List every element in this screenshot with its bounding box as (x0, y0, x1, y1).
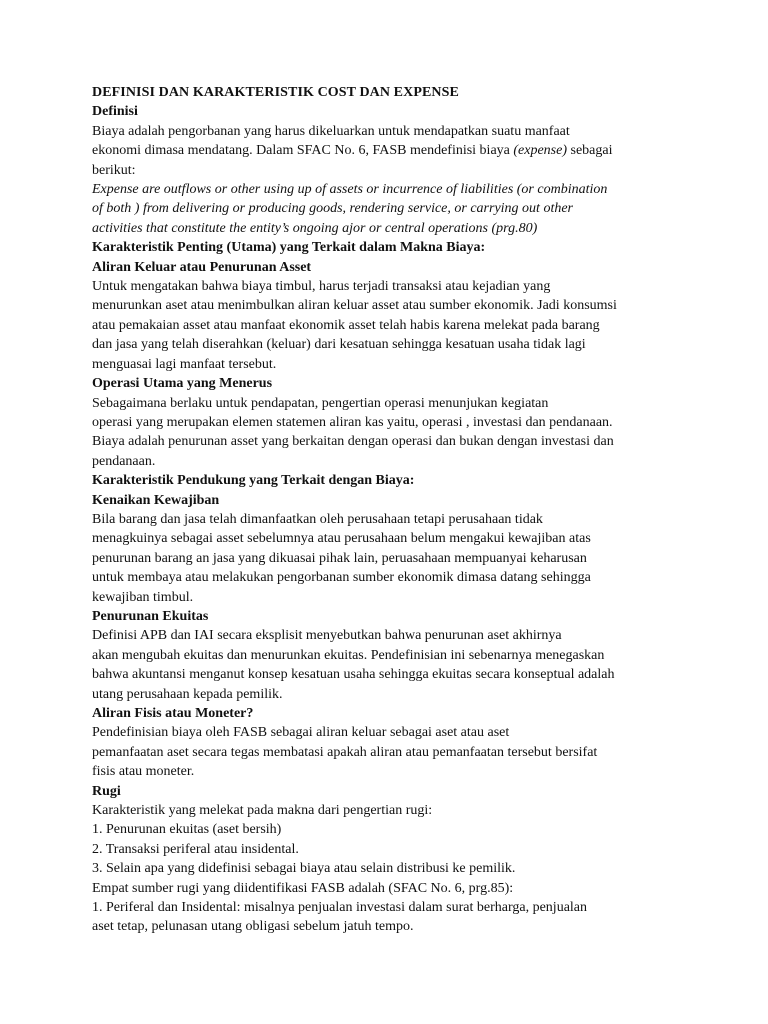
paragraph-line: penurunan barang an jasa yang dikuasai pihak lain, peruasahaan mempuanyai keharusan (92, 550, 587, 566)
subsection-heading-kenaikan-kewajiban: Kenaikan Kewajiban (92, 492, 220, 508)
paragraph-line: utang perusahaan kepada pemilik. (92, 686, 283, 702)
paragraph-line: pemanfaatan aset secara tegas membatasi apakah aliran atau pemanfaatan tersebut bersifat (92, 744, 598, 760)
paragraph-aliran-fisis (92, 723, 682, 781)
list-item: 2. Transaksi periferal atau insidental. (92, 841, 299, 857)
section-heading-definisi: Definisi (92, 104, 138, 120)
subsection-heading-aliran-keluar: Aliran Keluar atau Penurunan Asset (92, 259, 312, 275)
paragraph-kenaikan-kewajiban (92, 510, 682, 607)
text-run: ekonomi dimasa mendatang. Dalam SFAC No. 6, FASB mendefinisi biaya (92, 143, 514, 159)
text-run: sebagai (567, 143, 613, 159)
paragraph-line: pendanaan. (92, 453, 156, 469)
paragraph-aliran-keluar (92, 277, 682, 374)
paragraph-line: akan mengubah ekuitas dan menurunkan ekuitas. Pendefinisian ini sebenarnya menegaskan (92, 647, 605, 663)
quote-line: of both ) from delivering or producing goods, rendering service, or carrying out other (92, 201, 573, 217)
paragraph-line: aset tetap, pelunasan utang obligasi sebelum jatuh tempo. (92, 919, 414, 935)
subsection-heading-penurunan-ekuitas: Penurunan Ekuitas (92, 608, 209, 624)
paragraph-line: menagkuinya sebagai asset sebelumnya atau perusahaan belum mengakui kewajiban atas (92, 531, 591, 547)
paragraph-operasi-utama (92, 394, 682, 472)
list-item: 1. Penurunan ekuitas (aset bersih) (92, 822, 282, 838)
paragraph-line: menguasai lagi manfaat tersebut. (92, 356, 277, 372)
paragraph-penurunan-ekuitas (92, 626, 682, 704)
paragraph-line: menurunkan aset atau menimbulkan aliran keluar asset atau sumber ekonomik. Jadi konsumsi (92, 298, 617, 314)
paragraph-line: Bila barang dan jasa telah dimanfaatkan oleh perusahaan tetapi perusahaan tidak (92, 511, 543, 527)
paragraph-line: Pendefinisian biaya oleh FASB sebagai aliran keluar sebagai aset atau aset (92, 725, 510, 741)
paragraph-line: dan jasa yang telah diserahkan (keluar) dari kesatuan sehingga kesatuan usaha tidak lagi (92, 337, 586, 353)
subsection-heading-operasi-utama: Operasi Utama yang Menerus (92, 376, 273, 392)
paragraph-line: operasi yang merupakan elemen statemen aliran kas yaitu, operasi , investasi dan pendanaan. (92, 414, 613, 430)
paragraph-line: Definisi APB dan IAI secara eksplisit menyebutkan bahwa penurunan aset akhirnya (92, 628, 562, 644)
paragraph-line: Biaya adalah pengorbanan yang harus dikeluarkan untuk mendapatkan suatu manfaat (92, 123, 570, 139)
paragraph-line: kewajiban timbul. (92, 589, 194, 605)
list-item: 3. Selain apa yang didefinisi sebagai biaya atau selain distribusi ke pemilik. (92, 861, 516, 877)
quote-line: activities that constitute the entity’s ongoing ajor or central operations (prg.80) (92, 220, 538, 236)
paragraph-line: Untuk mengatakan bahwa biaya timbul, harus terjadi transaksi atau kejadian yang (92, 279, 551, 295)
paragraph-line: Sebagaimana berlaku untuk pendapatan, pengertian operasi menunjukan kegiatan (92, 395, 549, 411)
document-body (92, 83, 682, 937)
paragraph-line: atau pemakaian asset atau manfaat ekonomik asset telah habis karena melekat pada barang (92, 317, 600, 333)
list-item: 1. Periferal dan Insidental: misalnya penjualan investasi dalam surat berharga, penjualan (92, 900, 588, 916)
paragraph-line: fisis atau moneter. (92, 764, 195, 780)
quote-block (92, 180, 682, 238)
section-heading-karakteristik-penting: Karakteristik Penting (Utama) yang Terkait dalam Makna Biaya: (92, 240, 486, 256)
paragraph-rugi (92, 801, 682, 937)
section-heading-karakteristik-pendukung: Karakteristik Pendukung yang Terkait dengan Biaya: (92, 473, 415, 489)
section-heading-rugi: Rugi (92, 783, 121, 799)
paragraph-definisi (92, 122, 682, 180)
paragraph-line: Empat sumber rugi yang diidentifikasi FASB adalah (SFAC No. 6, prg.85): (92, 880, 514, 896)
paragraph-line: Karakteristik yang melekat pada makna dari pengertian rugi: (92, 803, 433, 819)
paragraph-line: bahwa akuntansi menganut konsep kesatuan usaha sehingga ekuitas secara konseptual adalah (92, 667, 615, 683)
paragraph-line: Biaya adalah penurunan asset yang berkaitan dengan operasi dan bukan dengan investasi dan (92, 434, 614, 450)
quote-line: Expense are outflows or other using up of assets or incurrence of liabilities (or combination (92, 182, 608, 198)
paragraph-line: untuk membaya atau melakukan pengorbanan sumber ekonomik dimasa datang sehingga (92, 570, 591, 586)
paragraph-line (92, 141, 682, 160)
subsection-heading-aliran-fisis: Aliran Fisis atau Moneter? (92, 706, 254, 721)
paragraph-line: berikut: (92, 162, 136, 178)
document-title: DEFINISI DAN KARAKTERISTIK COST DAN EXPENSE (92, 85, 459, 100)
emphasis-text: (expense) (513, 143, 568, 159)
